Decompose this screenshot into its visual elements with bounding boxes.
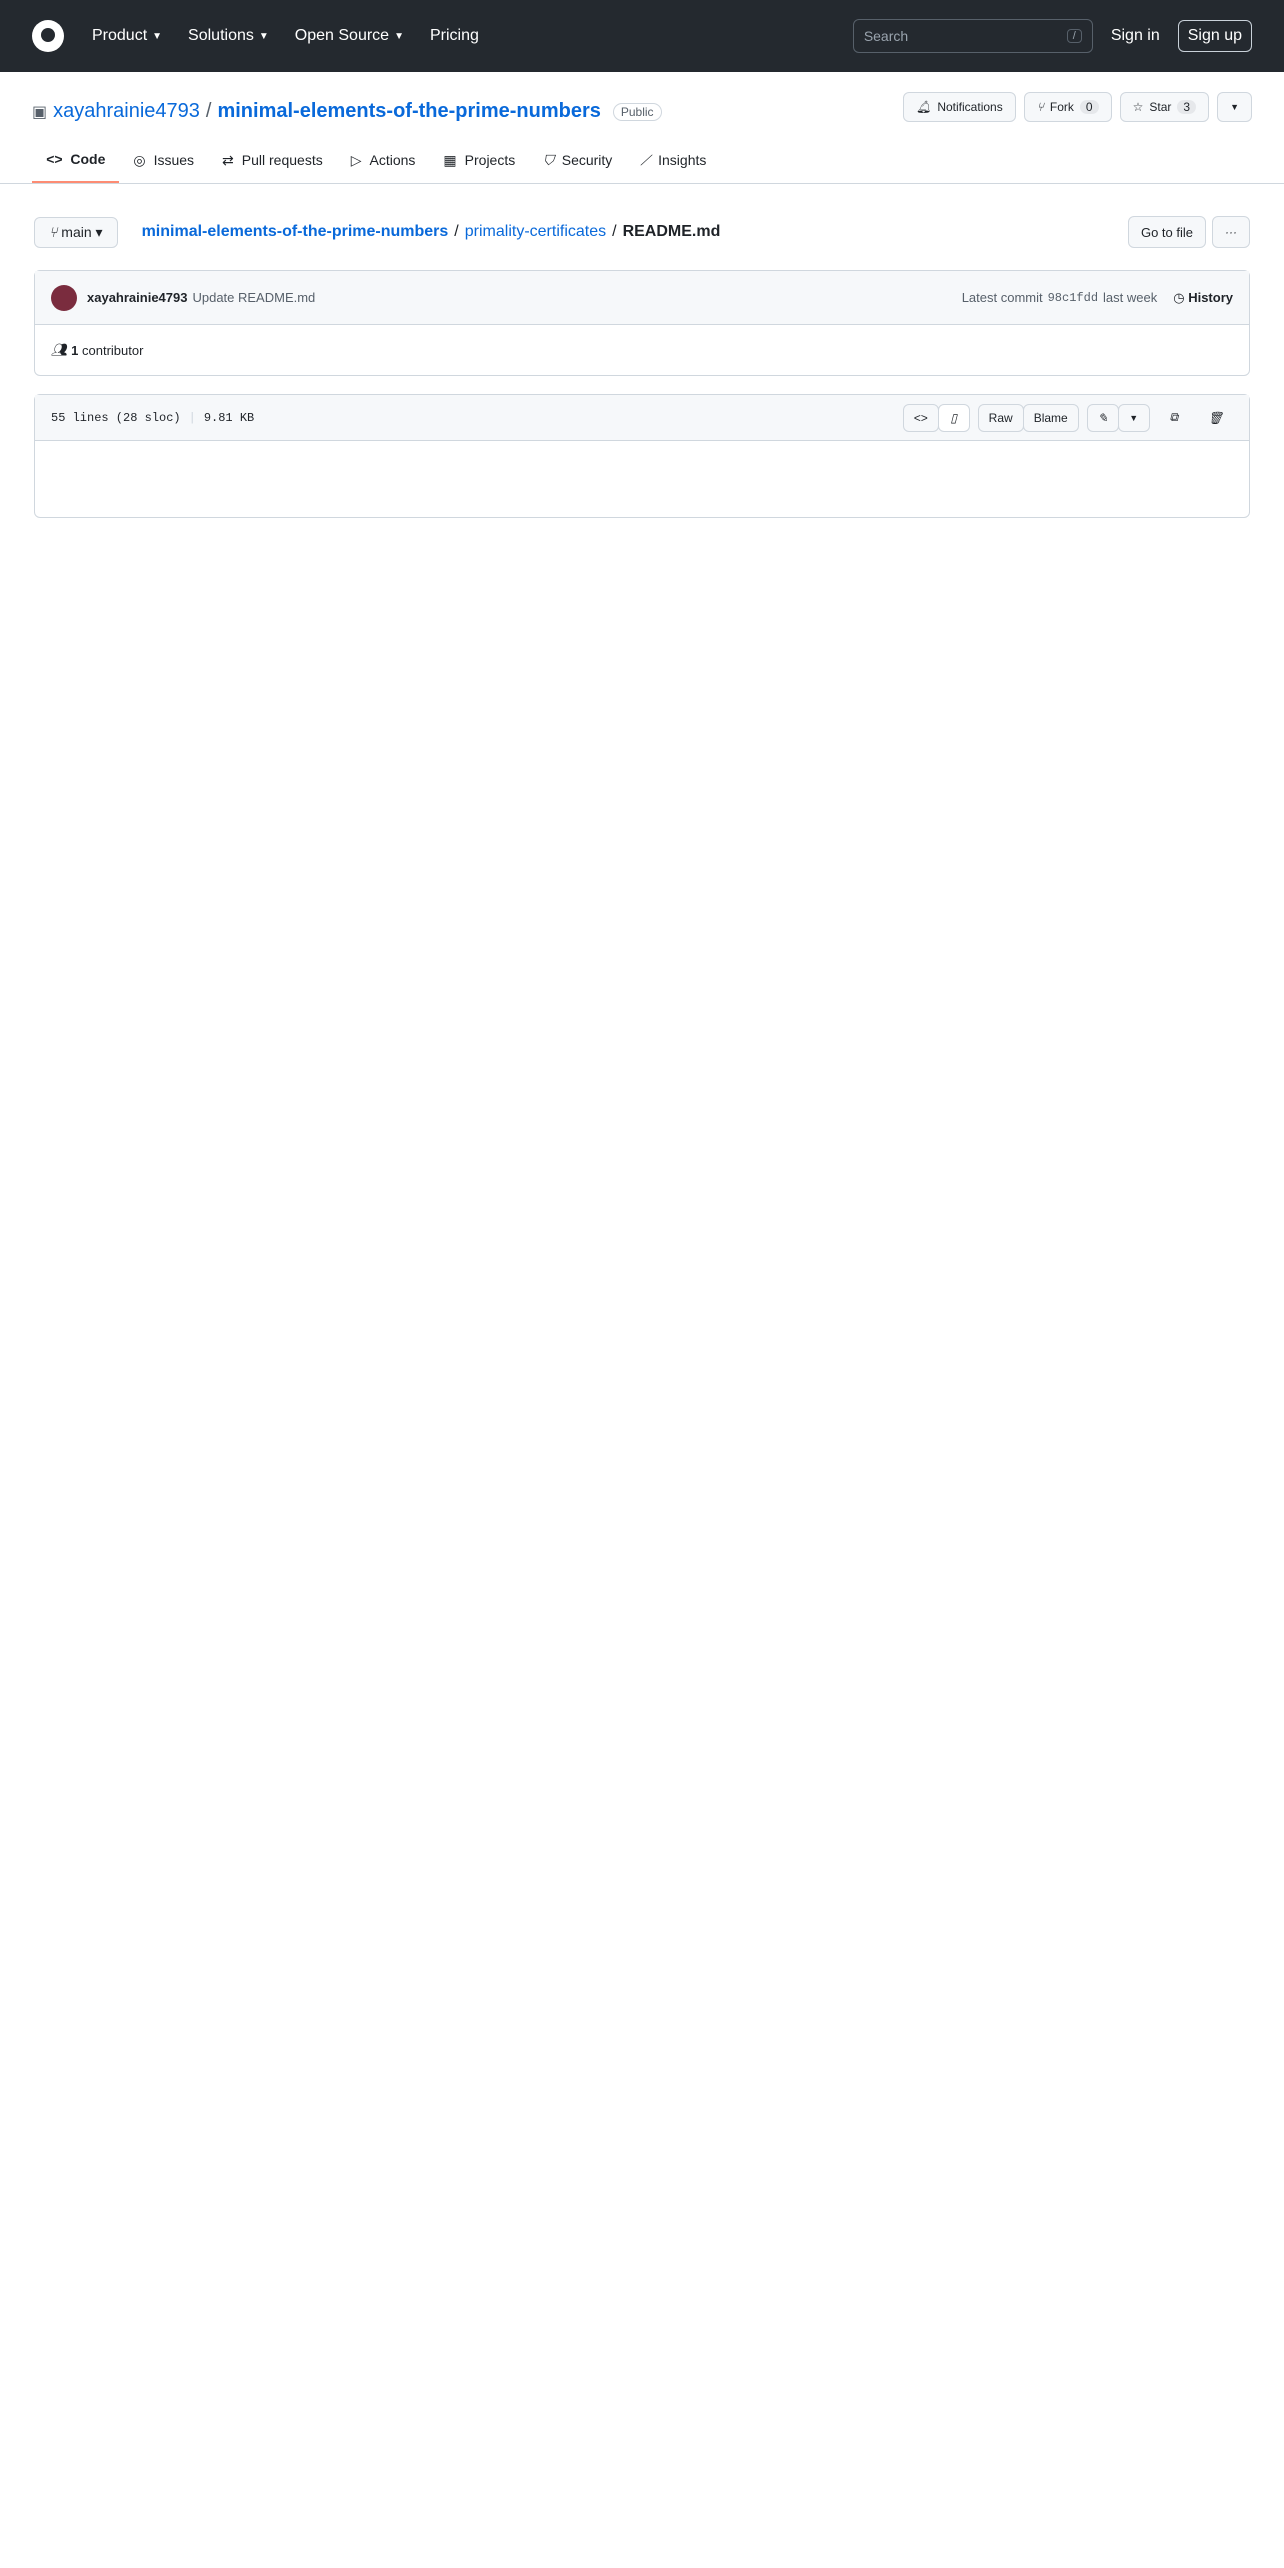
pull-request-icon: ⇄ bbox=[222, 151, 234, 168]
table-icon: ▦ bbox=[443, 151, 457, 168]
commit-message[interactable]: Update README.md bbox=[192, 290, 316, 305]
commit-hash[interactable]: 98c1fdd bbox=[1047, 290, 1099, 305]
trash-icon: 🗑︎ bbox=[1207, 410, 1223, 425]
tab-issues[interactable]: ◎ Issues bbox=[133, 151, 195, 168]
star-button[interactable]: ☆ Star 3 bbox=[1120, 92, 1209, 122]
repo-icon: ▣ bbox=[32, 103, 48, 121]
nav-product[interactable]: Product ▼ bbox=[92, 27, 163, 44]
branch-selector[interactable]: ⑂ main ▾ bbox=[34, 217, 118, 248]
latest-commit-label: Latest commit bbox=[961, 290, 1043, 305]
commit-box bbox=[34, 270, 1250, 376]
code-icon: <> bbox=[913, 410, 928, 425]
file-size: 9.81 KB bbox=[203, 410, 255, 425]
history-link[interactable]: ◷ History bbox=[1173, 289, 1233, 305]
commit-time: last week bbox=[1103, 290, 1158, 305]
main-nav bbox=[92, 27, 479, 45]
bell-icon: 🔔︎ bbox=[916, 100, 932, 114]
issue-icon: ◎ bbox=[133, 151, 146, 168]
commit-author-link[interactable]: xayahrainie4793 bbox=[87, 290, 188, 305]
visibility-badge: Public bbox=[613, 103, 662, 121]
signin-link[interactable]: Sign in bbox=[1110, 27, 1160, 44]
edit-button[interactable] bbox=[1087, 404, 1119, 432]
people-icon: 👥︎ bbox=[51, 342, 68, 357]
fork-icon: ⑂ bbox=[1036, 100, 1044, 114]
tab-code[interactable]: <> Code bbox=[32, 141, 119, 183]
chevron-down-icon: ▼ bbox=[1230, 102, 1239, 112]
clock-icon: ◷ bbox=[1173, 289, 1185, 305]
signup-button[interactable]: Sign up bbox=[1178, 20, 1252, 52]
graph-icon: ⟋ bbox=[640, 151, 651, 168]
nav-pricing[interactable]: Pricing bbox=[429, 27, 479, 44]
blame-button[interactable]: Blame bbox=[1023, 404, 1079, 432]
breadcrumb-file: README.md bbox=[622, 223, 721, 240]
tab-actions[interactable]: ▷ Actions bbox=[350, 151, 416, 168]
repo-header: ▣ xayahrainie4793 / minimal-elements-of-the-prime-numbers Public 🔔︎ Notifications ⑂ Fork 0 ☆ Star 3 ▼ <> Code ◎ Issues ⇄ Pull requests ▷ Actions ▦ Projects ⛉ Security ⟋ Insights bbox=[0, 72, 1284, 184]
nav-open-source[interactable]: Open Source ▼ bbox=[294, 27, 404, 44]
tab-security[interactable]: ⛉ Security bbox=[543, 151, 613, 168]
breadcrumb-root-link[interactable]: minimal-elements-of-the-prime-numbers bbox=[141, 223, 449, 240]
top-header bbox=[0, 0, 1284, 72]
chevron-down-icon: ▼ bbox=[1129, 412, 1139, 423]
tab-insights[interactable]: ⟋ Insights bbox=[640, 151, 707, 168]
copy-icon: ⧉ bbox=[1169, 410, 1179, 424]
github-logo-icon[interactable] bbox=[32, 20, 64, 52]
shield-icon: ⛉ bbox=[543, 151, 554, 168]
code-view-button[interactable] bbox=[903, 404, 939, 432]
slash-key-icon: / bbox=[1067, 29, 1082, 43]
star-icon: ☆ bbox=[1132, 100, 1144, 114]
repo-owner-link[interactable]: xayahrainie4793 bbox=[53, 100, 200, 122]
search-placeholder: Search bbox=[863, 28, 909, 44]
copy-button[interactable] bbox=[1158, 404, 1190, 432]
delete-button[interactable] bbox=[1198, 404, 1233, 432]
code-icon: <> bbox=[46, 151, 63, 167]
play-icon: ▷ bbox=[350, 151, 362, 168]
star-dropdown-button[interactable] bbox=[1217, 92, 1252, 122]
more-options-button[interactable] bbox=[1212, 216, 1250, 248]
nav-solutions[interactable]: Solutions ▼ bbox=[188, 27, 269, 44]
tab-pull-requests[interactable]: ⇄ Pull requests bbox=[222, 151, 323, 168]
avatar[interactable] bbox=[51, 285, 77, 311]
edit-dropdown-button[interactable] bbox=[1118, 404, 1150, 432]
raw-button[interactable]: Raw bbox=[978, 404, 1024, 432]
contributors-row[interactable]: 👥︎ 1 contributor bbox=[51, 342, 144, 358]
fork-button[interactable]: ⑂ Fork 0 bbox=[1024, 92, 1112, 122]
branch-icon: ⑂ bbox=[49, 223, 58, 240]
go-to-file-button[interactable]: Go to file bbox=[1128, 216, 1206, 248]
chevron-down-icon: ▼ bbox=[258, 30, 269, 42]
fork-count: 0 bbox=[1080, 100, 1099, 114]
pencil-icon: ✎ bbox=[1097, 410, 1108, 425]
tab-projects[interactable]: ▦ Projects bbox=[443, 151, 516, 168]
file-viewer: 55 lines (28 sloc) | 9.81 KB <> ▯ Raw Blame ✎ ▼ ⧉ 🗑︎ bbox=[34, 394, 1250, 518]
readme-content bbox=[35, 441, 1249, 517]
file-icon: ▯ bbox=[950, 410, 957, 425]
chevron-down-icon: ▼ bbox=[394, 30, 404, 42]
breadcrumb: ⑂ main ▾ minimal-elements-of-the-prime-numbers / primality-certificates / README.md Go to file ··· bbox=[34, 212, 1250, 252]
preview-button[interactable] bbox=[938, 404, 970, 432]
search-input[interactable] bbox=[853, 19, 1093, 53]
kebab-icon: ··· bbox=[1225, 225, 1237, 239]
breadcrumb-dir-link[interactable]: primality-certificates bbox=[464, 223, 607, 240]
line-count: 55 lines (28 sloc) bbox=[51, 410, 181, 425]
chevron-down-icon: ▼ bbox=[152, 30, 163, 42]
notifications-button[interactable]: 🔔︎ Notifications bbox=[903, 92, 1016, 122]
star-count: 3 bbox=[1177, 100, 1196, 114]
repo-name-link[interactable]: minimal-elements-of-the-prime-numbers bbox=[217, 100, 601, 122]
